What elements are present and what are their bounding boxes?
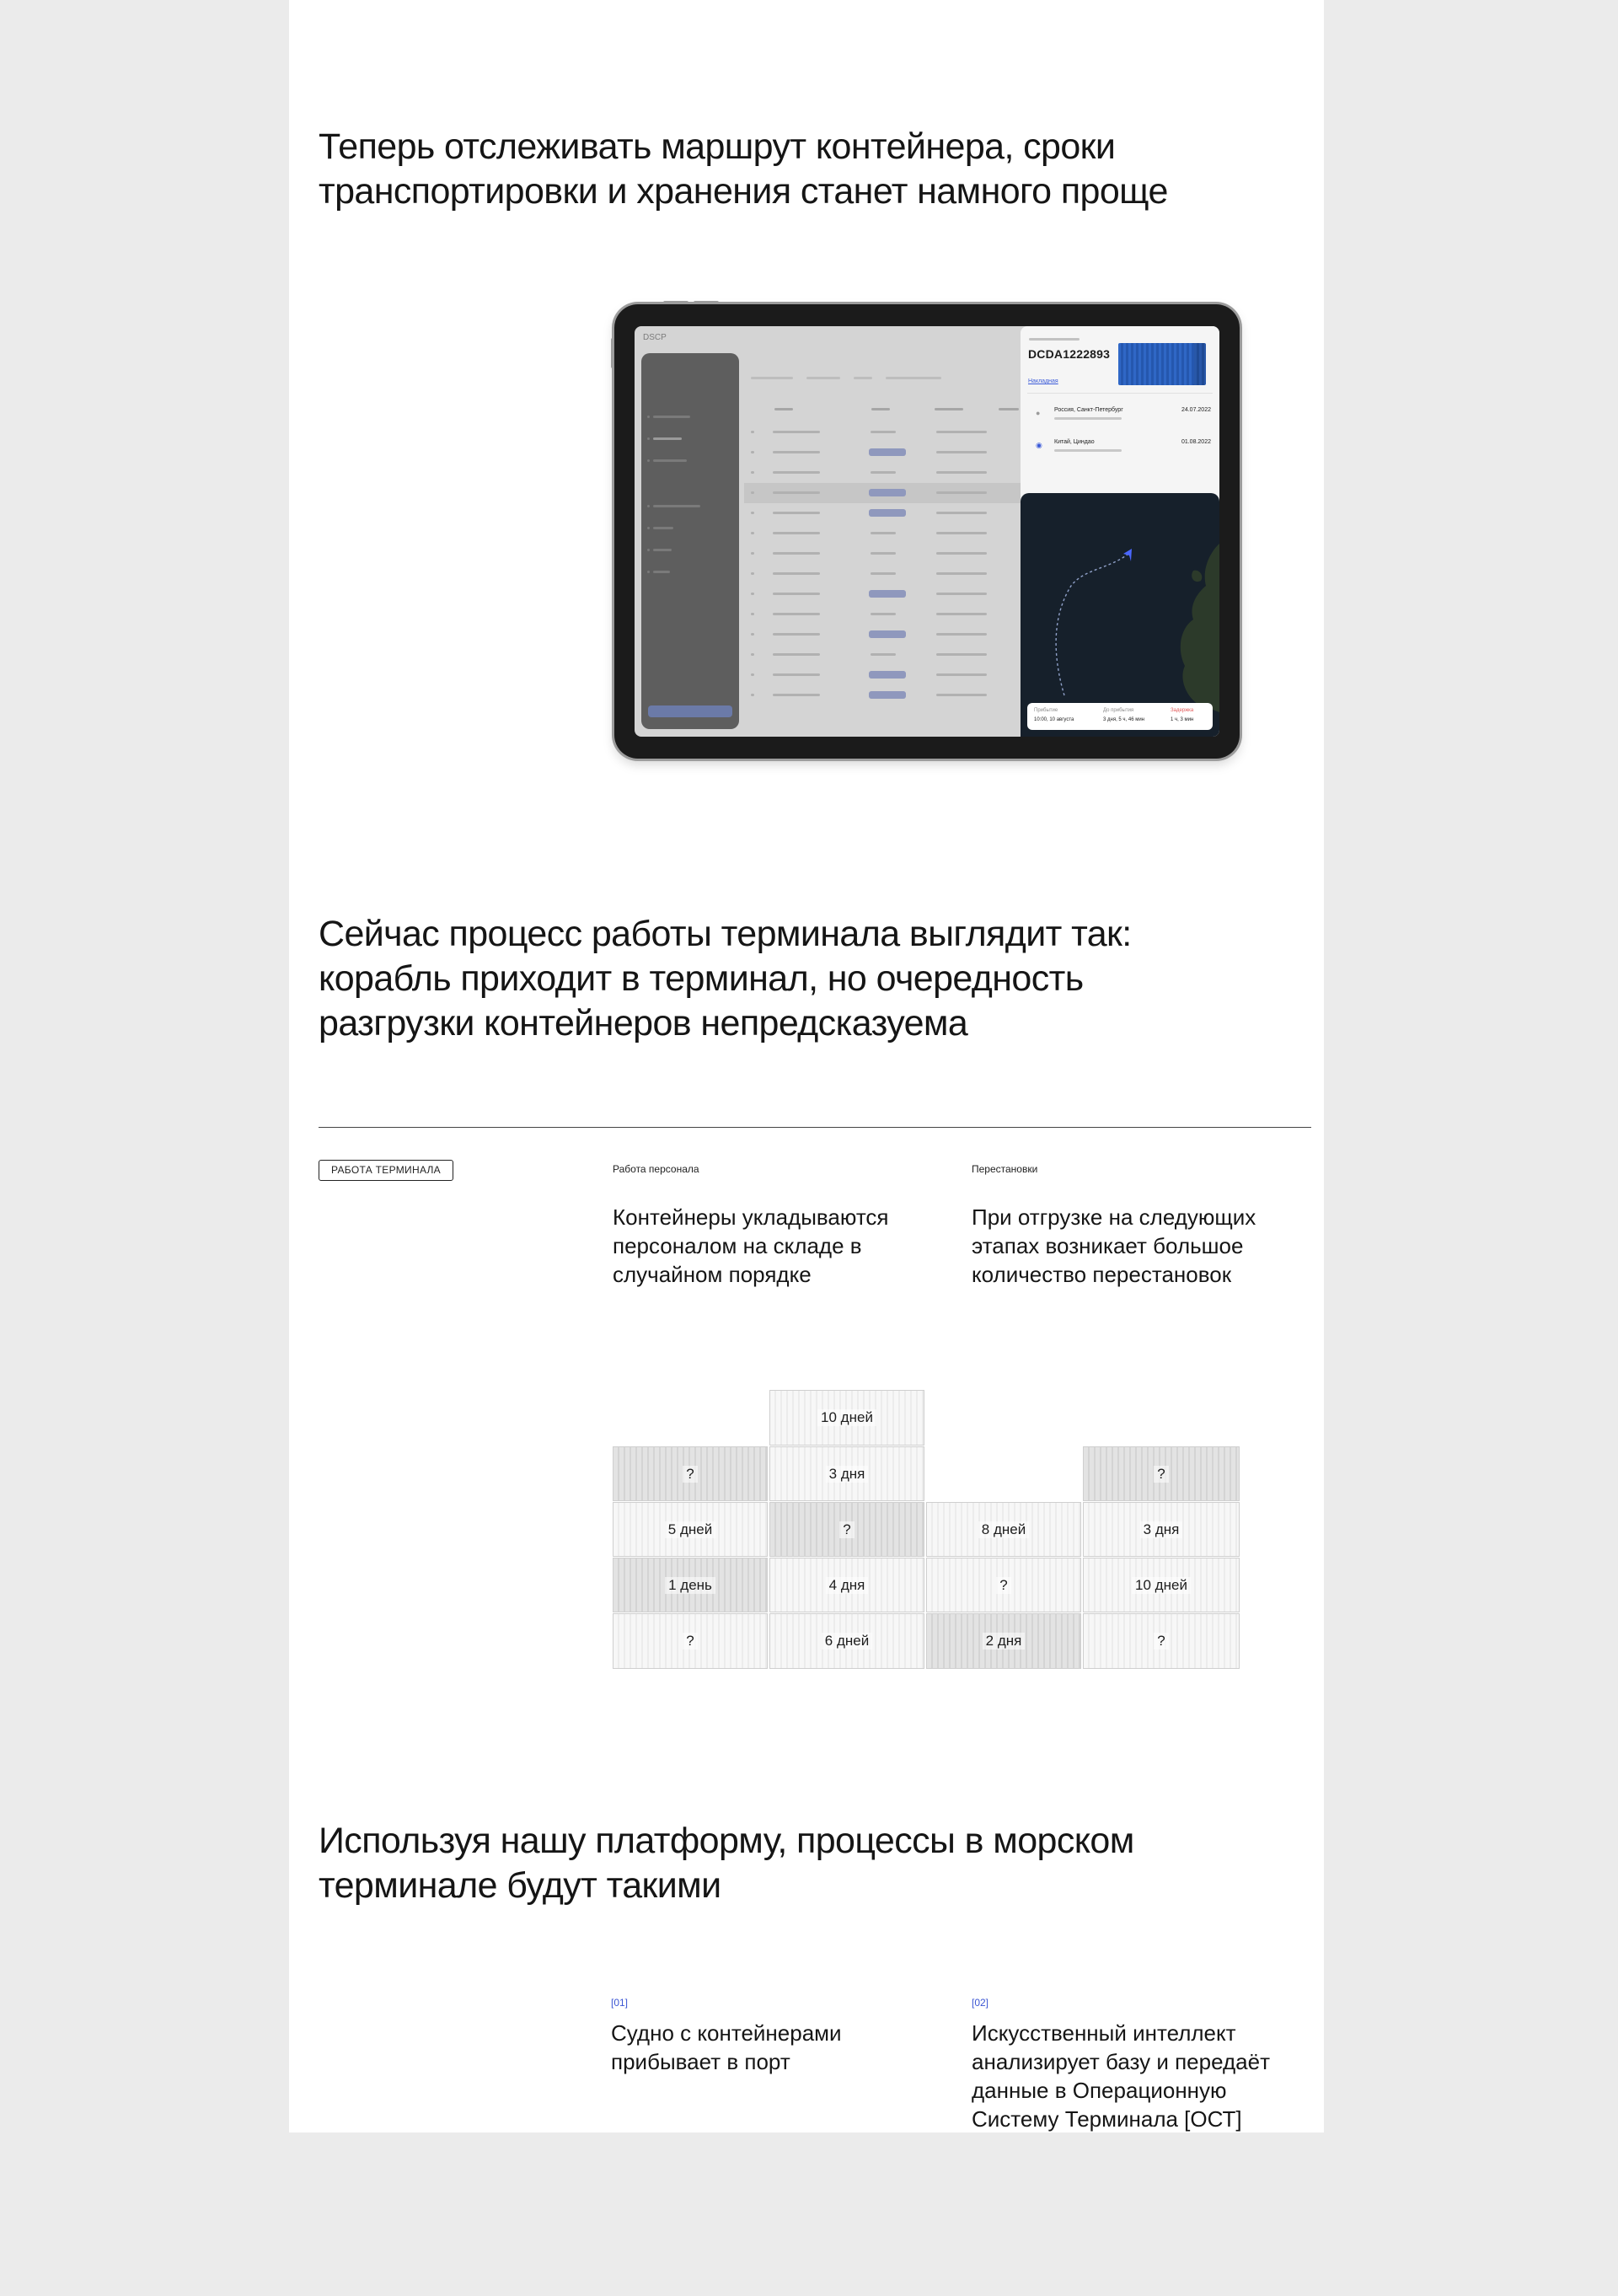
container-box	[1083, 1613, 1240, 1669]
table-row[interactable]	[744, 564, 1022, 584]
app-logo: DSCP	[643, 333, 667, 342]
table-row[interactable]	[744, 503, 1022, 523]
card-caption	[1029, 338, 1080, 341]
container-box	[769, 1613, 924, 1669]
sidebar-item[interactable]	[653, 459, 687, 462]
route-destination: Китай, Циндао	[1054, 439, 1095, 445]
container-box	[769, 1390, 924, 1446]
island	[1192, 571, 1202, 582]
container-box	[1083, 1502, 1240, 1557]
sidebar-item[interactable]	[653, 505, 700, 507]
app-sidebar	[641, 353, 739, 729]
sidebar-icon	[647, 571, 650, 573]
container-box	[926, 1613, 1081, 1669]
invoice-link[interactable]: Накладная	[1028, 378, 1058, 384]
table-row[interactable]	[744, 463, 1022, 483]
storage-days: 6 дней	[822, 1633, 872, 1650]
table-row[interactable]	[744, 443, 1022, 463]
container-image	[1118, 343, 1206, 385]
sidebar-icon	[647, 416, 650, 418]
tablet-button	[663, 301, 688, 304]
arrival-label: Прибытие	[1034, 708, 1058, 713]
sidebar-icon	[647, 505, 650, 507]
eta-value: 3 дня, 5 ч, 46 мин	[1103, 717, 1144, 722]
table-row-selected[interactable]	[744, 483, 1022, 503]
route-line	[1056, 554, 1128, 695]
section-divider	[319, 1127, 1311, 1128]
tab[interactable]	[886, 377, 941, 379]
sidebar-item[interactable]	[653, 571, 670, 573]
storage-days: 5 дней	[665, 1521, 715, 1538]
delay-label: Задержка	[1171, 708, 1194, 713]
tab[interactable]	[854, 377, 872, 379]
coastline	[1181, 544, 1219, 712]
step-text: Судно с контейнерами прибывает в порт	[611, 2020, 842, 2074]
route-origin-date: 24.07.2022	[1181, 407, 1211, 413]
container-box	[926, 1558, 1081, 1612]
tablet-side-button	[611, 338, 614, 368]
terminal-tag: РАБОТА ТЕРМИНАЛА	[319, 1160, 453, 1181]
route-origin-icon: ●	[1036, 409, 1041, 417]
table-header	[999, 408, 1019, 410]
table-row[interactable]	[744, 604, 1022, 625]
storage-days: ?	[1154, 1466, 1168, 1483]
route-origin: Россия, Санкт-Петербург	[1054, 407, 1123, 413]
container-box	[769, 1446, 924, 1501]
table-row[interactable]	[744, 685, 1022, 705]
tablet-mockup	[614, 304, 1240, 759]
arrival-value: 10:00, 10 августа	[1034, 717, 1074, 722]
storage-days: ?	[996, 1577, 1010, 1594]
route-destination-address	[1054, 449, 1122, 452]
reshuffles-label: Перестановки	[972, 1163, 1038, 1175]
app-tabs	[751, 377, 987, 379]
storage-days: 8 дней	[978, 1521, 1029, 1538]
platform-heading: Используя нашу платформу, процессы в морском терминале будут такими	[319, 1821, 1134, 1906]
tablet-button	[694, 301, 719, 304]
container-box	[613, 1502, 768, 1557]
step-number: [02]	[972, 1997, 989, 2009]
container-box	[613, 1446, 768, 1501]
table-row[interactable]	[744, 665, 1022, 685]
table-header	[871, 408, 890, 410]
route-map[interactable]	[1021, 493, 1219, 737]
storage-days: 4 дня	[826, 1577, 869, 1594]
container-box	[926, 1502, 1081, 1557]
container-box	[613, 1558, 768, 1612]
reshuffles-text: При отгрузке на следующих этапах возникает большое количество перестановок	[972, 1204, 1256, 1287]
map-drawing	[1021, 493, 1219, 737]
container-id: DCDA1222893	[1028, 347, 1111, 361]
staff-work-text: Контейнеры укладываются персоналом на складе в случайном порядке	[613, 1204, 889, 1287]
table-row[interactable]	[744, 645, 1022, 665]
location-pin-icon: ◉	[1036, 441, 1042, 449]
eta-label: До прибытия	[1103, 708, 1134, 713]
delay-value: 1 ч, 3 мин	[1171, 717, 1194, 722]
storage-days: 10 дней	[1132, 1577, 1191, 1594]
sidebar-icon	[647, 437, 650, 440]
current-process-heading: Сейчас процесс работы терминала выглядит так: корабль приходит в терминал, но очередность разгрузки контейнеров непредсказуема	[319, 914, 1132, 1043]
sidebar-icon	[647, 549, 650, 551]
page-content	[289, 0, 1324, 2132]
table-header	[935, 408, 963, 410]
storage-days: ?	[1154, 1633, 1168, 1650]
sidebar-item[interactable]	[653, 416, 690, 418]
staff-work-label: Работа персонала	[613, 1163, 699, 1175]
sidebar-action-button[interactable]	[648, 705, 732, 717]
table-row[interactable]	[744, 523, 1022, 544]
arrival-panel	[1027, 703, 1213, 730]
container-box	[613, 1613, 768, 1669]
tab[interactable]	[751, 377, 793, 379]
sidebar-icon	[647, 527, 650, 529]
container-stack	[613, 1390, 1240, 1670]
step-number: [01]	[611, 1997, 629, 2009]
route-origin-address	[1054, 417, 1122, 420]
table-header	[774, 408, 793, 410]
divider	[1027, 393, 1213, 394]
step-text: Искусственный интеллект анализирует базу и передаёт данные в Операционную Систему Терминала [ОСТ]	[972, 2020, 1270, 2132]
table-row[interactable]	[744, 584, 1022, 604]
container-detail-card	[1021, 326, 1219, 737]
tracking-heading: Теперь отслеживать маршрут контейнера, сроки транспортировки и хранения станет намного проще	[319, 126, 1168, 212]
storage-days: 1 день	[665, 1577, 715, 1594]
table-row[interactable]	[744, 544, 1022, 564]
route-destination-date: 01.08.2022	[1181, 439, 1211, 445]
storage-days: 10 дней	[817, 1409, 876, 1426]
container-box	[1083, 1446, 1240, 1501]
storage-days: ?	[683, 1633, 697, 1650]
table-row[interactable]	[744, 625, 1022, 645]
container-box	[1083, 1558, 1240, 1612]
container-box	[769, 1502, 924, 1557]
table-row[interactable]	[744, 422, 1022, 443]
sidebar-item[interactable]	[653, 549, 672, 551]
container-box	[769, 1558, 924, 1612]
tablet-screen	[635, 326, 1219, 737]
sidebar-item-active[interactable]	[653, 437, 682, 440]
storage-days: 3 дня	[1140, 1521, 1183, 1538]
tab[interactable]	[806, 377, 840, 379]
sidebar-icon	[647, 459, 650, 462]
storage-days: ?	[839, 1521, 854, 1538]
storage-days: ?	[683, 1466, 697, 1483]
storage-days: 3 дня	[826, 1466, 869, 1483]
sidebar-item[interactable]	[653, 527, 673, 529]
storage-days: 2 дня	[983, 1633, 1026, 1650]
